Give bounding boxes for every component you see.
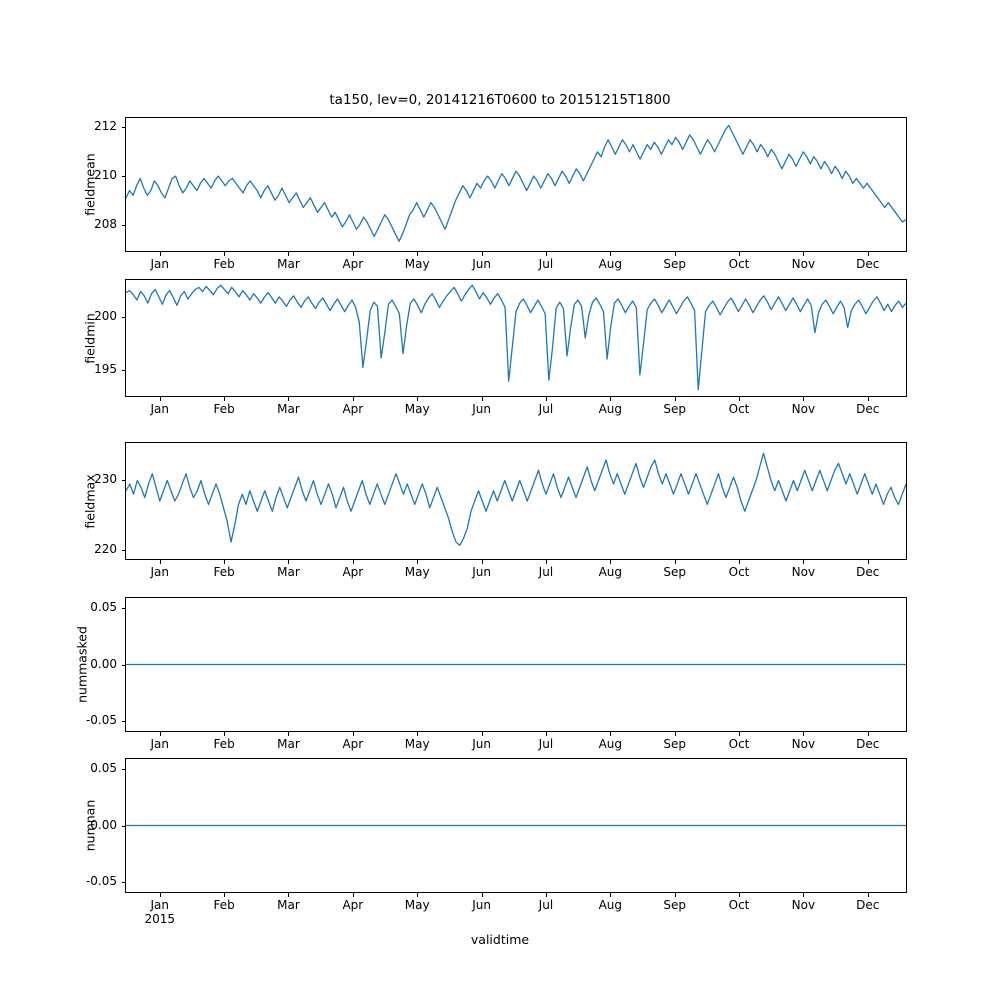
x-tick-label: Mar xyxy=(277,402,300,416)
y-tick-label: 0.05 xyxy=(90,761,117,776)
x-tick-mark xyxy=(160,560,161,564)
x-tick-mark xyxy=(224,893,225,897)
x-tick-mark xyxy=(288,560,289,564)
x-tick-label: Jan xyxy=(150,402,169,416)
chart-title: ta150, lev=0, 20141216T0600 to 20151215T1800 xyxy=(329,92,671,108)
x-tick-label: Jun xyxy=(472,257,491,271)
x-tick-label: Sep xyxy=(663,565,686,579)
x-tick-mark xyxy=(675,397,676,401)
y-tick-mark xyxy=(122,317,126,318)
y-tick-label: 0.00 xyxy=(90,656,117,671)
x-tick-label: Apr xyxy=(342,257,364,271)
x-tick-mark xyxy=(803,732,804,736)
x-tick-label: Sep xyxy=(663,737,686,751)
x-tick-label: Nov xyxy=(791,565,816,579)
x-tick-label: Aug xyxy=(598,898,622,912)
y-tick-mark xyxy=(122,225,126,226)
y-tick-mark xyxy=(122,769,126,770)
x-tick-mark xyxy=(288,893,289,897)
x-tick-label: May xyxy=(404,257,430,271)
x-tick-label: Oct xyxy=(728,737,750,751)
x-tick-label: Jun xyxy=(472,565,491,579)
y-tick-mark xyxy=(122,826,126,827)
x-tick-mark xyxy=(353,397,354,401)
plot-panel-nummasked xyxy=(125,597,907,732)
x-tick-mark xyxy=(803,893,804,897)
x-axis-label: validtime xyxy=(470,932,530,947)
x-tick-mark xyxy=(482,397,483,401)
x-tick-mark xyxy=(417,732,418,736)
x-tick-mark xyxy=(160,732,161,736)
x-tick-year-label: 2015 xyxy=(144,912,176,926)
x-tick-label: Jun xyxy=(472,898,491,912)
plot-panel-numnan xyxy=(125,758,907,893)
x-tick-label: Nov xyxy=(791,402,816,416)
x-tick-mark xyxy=(868,252,869,256)
x-tick-mark xyxy=(546,732,547,736)
x-tick-mark xyxy=(610,732,611,736)
x-tick-mark xyxy=(739,732,740,736)
x-tick-label: Dec xyxy=(856,737,880,751)
x-tick-mark xyxy=(546,397,547,401)
x-tick-label: Jan 2015 xyxy=(120,898,200,926)
y-axis-label-fieldmean: fieldmean xyxy=(82,153,98,216)
y-tick-label: 0.05 xyxy=(90,600,117,615)
x-tick-label: Apr xyxy=(342,737,364,751)
y-axis-label-nummasked: nummasked xyxy=(74,626,90,703)
x-tick-mark xyxy=(482,732,483,736)
y-axis-label-numnan: numnan xyxy=(82,799,98,852)
x-tick-label: Jul xyxy=(538,737,554,751)
y-tick-label: 220 xyxy=(94,541,117,556)
y-tick-mark xyxy=(122,127,126,128)
x-tick-label: Jun xyxy=(472,402,491,416)
y-tick-label: 208 xyxy=(94,217,117,231)
x-tick-label: Dec xyxy=(856,565,880,579)
y-tick-label: 210 xyxy=(94,167,117,182)
x-tick-label: Feb xyxy=(213,737,235,751)
x-tick-label: Mar xyxy=(277,565,300,579)
x-tick-mark xyxy=(675,252,676,256)
x-tick-label: Apr xyxy=(342,898,364,912)
x-tick-mark xyxy=(546,252,547,256)
x-tick-mark xyxy=(803,252,804,256)
x-tick-label: Apr xyxy=(342,565,364,579)
x-tick-mark xyxy=(739,252,740,256)
x-tick-mark xyxy=(803,560,804,564)
y-tick-label: -0.05 xyxy=(85,712,117,727)
y-tick-mark xyxy=(122,480,126,481)
x-tick-mark xyxy=(288,732,289,736)
x-tick-label: Jan xyxy=(150,565,169,579)
x-tick-label: Aug xyxy=(598,402,622,416)
x-tick-mark xyxy=(739,560,740,564)
x-tick-mark xyxy=(546,893,547,897)
x-tick-label: Oct xyxy=(728,565,750,579)
x-tick-mark xyxy=(675,893,676,897)
y-tick-label: 200 xyxy=(94,308,117,323)
x-tick-label: Feb xyxy=(213,565,235,579)
y-tick-label: 195 xyxy=(94,362,117,377)
x-tick-label: Dec xyxy=(856,402,880,416)
x-tick-mark xyxy=(739,397,740,401)
x-tick-mark xyxy=(417,252,418,256)
x-tick-mark xyxy=(610,560,611,564)
x-tick-mark xyxy=(224,252,225,256)
x-tick-label: Dec xyxy=(856,257,880,271)
x-tick-mark xyxy=(417,397,418,401)
x-tick-label: Oct xyxy=(728,402,750,416)
x-tick-mark xyxy=(868,397,869,401)
x-tick-label: Aug xyxy=(598,737,622,751)
x-tick-mark xyxy=(546,560,547,564)
x-tick-label: Nov xyxy=(791,257,816,271)
x-tick-mark xyxy=(353,893,354,897)
x-tick-label: Nov xyxy=(791,898,816,912)
plot-panel-fieldmean xyxy=(125,117,907,252)
y-tick-mark xyxy=(122,608,126,609)
x-tick-mark xyxy=(675,732,676,736)
x-tick-mark xyxy=(160,252,161,256)
x-tick-mark xyxy=(353,252,354,256)
y-tick-mark xyxy=(122,665,126,666)
x-tick-label: Feb xyxy=(213,257,235,271)
x-tick-mark xyxy=(224,560,225,564)
x-tick-label: Sep xyxy=(663,898,686,912)
x-tick-label: May xyxy=(404,898,430,912)
x-tick-label: Jul xyxy=(538,402,554,416)
x-tick-label: Sep xyxy=(663,402,686,416)
x-tick-mark xyxy=(482,560,483,564)
y-tick-label: 0.00 xyxy=(90,817,117,832)
y-tick-mark xyxy=(122,721,126,722)
x-tick-mark xyxy=(482,893,483,897)
x-tick-label: Dec xyxy=(856,898,880,912)
x-tick-label: Mar xyxy=(277,737,300,751)
x-tick-mark xyxy=(288,397,289,401)
x-tick-mark xyxy=(610,252,611,256)
x-tick-label: Feb xyxy=(213,402,235,416)
x-tick-label: Oct xyxy=(728,898,750,912)
y-tick-mark xyxy=(122,882,126,883)
x-tick-label: Jan xyxy=(150,257,169,271)
x-tick-mark xyxy=(739,893,740,897)
x-tick-mark xyxy=(224,397,225,401)
x-tick-label: Aug xyxy=(598,565,622,579)
x-tick-label: Apr xyxy=(342,402,364,416)
x-tick-mark xyxy=(610,397,611,401)
x-tick-mark xyxy=(353,560,354,564)
x-tick-mark xyxy=(868,893,869,897)
y-tick-label: 230 xyxy=(94,472,117,487)
plot-panel-fieldmax xyxy=(125,442,907,560)
x-tick-label: Jan xyxy=(150,737,169,751)
x-tick-label: Jul xyxy=(538,257,554,271)
y-tick-label: -0.05 xyxy=(85,873,117,888)
x-tick-mark xyxy=(482,252,483,256)
x-tick-label: Mar xyxy=(277,257,300,271)
x-tick-mark xyxy=(610,893,611,897)
x-tick-mark xyxy=(160,893,161,897)
x-tick-label: Mar xyxy=(277,898,300,912)
x-tick-label: Feb xyxy=(213,898,235,912)
y-tick-mark xyxy=(122,176,126,177)
x-tick-mark xyxy=(675,560,676,564)
x-tick-mark xyxy=(224,732,225,736)
x-tick-label: Sep xyxy=(663,257,686,271)
x-tick-label: Jul xyxy=(538,565,554,579)
x-tick-mark xyxy=(803,397,804,401)
x-tick-mark xyxy=(868,560,869,564)
x-tick-label: Aug xyxy=(598,257,622,271)
plot-panel-fieldmin xyxy=(125,279,907,397)
y-axis-label-fieldmin: fieldmin xyxy=(82,313,98,364)
y-tick-mark xyxy=(122,550,126,551)
y-tick-label: 212 xyxy=(94,118,117,133)
x-tick-label: May xyxy=(404,737,430,751)
x-tick-label: Jul xyxy=(538,898,554,912)
x-tick-mark xyxy=(868,732,869,736)
x-tick-label: May xyxy=(404,565,430,579)
x-tick-label: Oct xyxy=(728,257,750,271)
x-tick-mark xyxy=(160,397,161,401)
x-tick-mark xyxy=(288,252,289,256)
y-tick-mark xyxy=(122,370,126,371)
x-tick-label: May xyxy=(404,402,430,416)
x-tick-mark xyxy=(417,893,418,897)
x-tick-label: Nov xyxy=(791,737,816,751)
y-axis-label-fieldmax: fieldmax xyxy=(82,474,98,529)
x-tick-label: Jun xyxy=(472,737,491,751)
x-tick-mark xyxy=(353,732,354,736)
x-tick-mark xyxy=(417,560,418,564)
